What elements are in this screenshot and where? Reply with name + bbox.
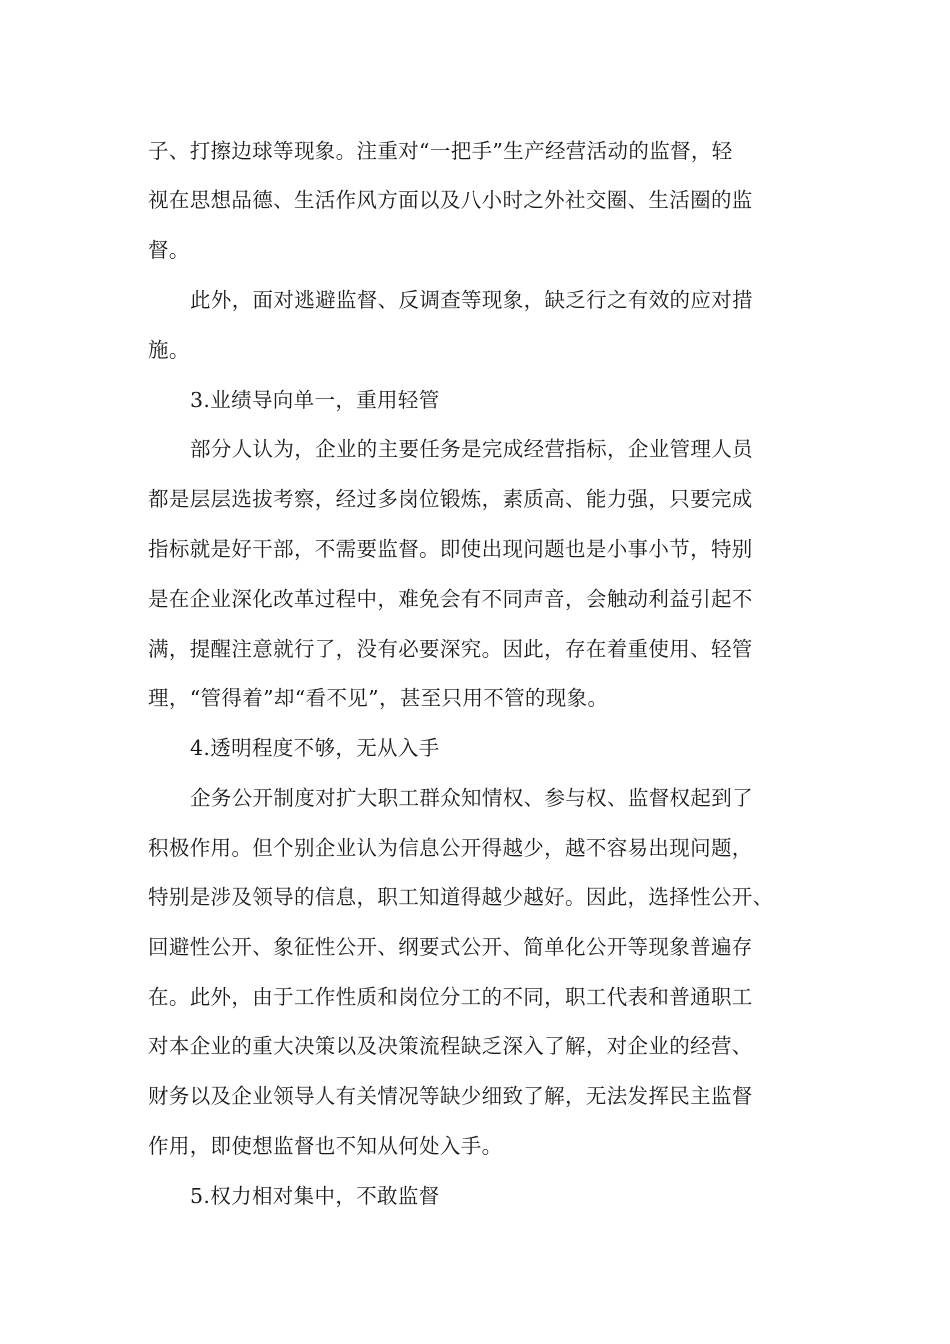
text-line: 特别是涉及领导的信息，职工知道得越少越好。因此，选择性公开、 <box>148 885 774 909</box>
text-line: 在。此外，由于工作性质和岗位分工的不同，职工代表和普通职工 <box>148 985 753 1009</box>
text-line: 是在企业深化改革过程中，难免会有不同声音，会触动利益引起不 <box>148 587 753 611</box>
text-line: 回避性公开、象征性公开、纲要式公开、简单化公开等现象普遍存 <box>148 935 753 959</box>
text-line: 财务以及企业领导人有关情况等缺少细致了解，无法发挥民主监督 <box>148 1084 753 1108</box>
section-heading-4: 4.透明程度不够，无从入手 <box>190 736 440 760</box>
text-line: 积极作用。但个别企业认为信息公开得越少，越不容易出现问题， <box>148 836 753 860</box>
text-line: 作用，即使想监督也不知从何处入手。 <box>148 1134 503 1158</box>
text-line: 子、打擦边球等现象。注重对“一把手”生产经营活动的监督，轻 <box>148 139 733 163</box>
section-heading-5: 5.权力相对集中，不敢监督 <box>190 1184 440 1208</box>
text-line: 理，“管得着”却“看不见”，甚至只用不管的现象。 <box>148 686 609 710</box>
text-line: 施。 <box>148 338 190 362</box>
text-line: 都是层层选拔考察，经过多岗位锻炼，素质高、能力强，只要完成 <box>148 487 753 511</box>
paragraph-start-line: 此外，面对逃避监督、反调查等现象，缺乏行之有效的应对措 <box>190 288 753 312</box>
paragraph-start-line: 部分人认为，企业的主要任务是完成经营指标，企业管理人员 <box>190 437 753 461</box>
text-line: 对本企业的重大决策以及决策流程缺乏深入了解，对企业的经营、 <box>148 1034 753 1058</box>
text-line: 指标就是好干部，不需要监督。即使出现问题也是小事小节，特别 <box>148 537 753 561</box>
section-heading-3: 3.业绩导向单一，重用轻管 <box>190 388 440 412</box>
text-line: 督。 <box>148 238 190 262</box>
paragraph-start-line: 企务公开制度对扩大职工群众知情权、参与权、监督权起到了 <box>190 786 753 810</box>
text-line: 满，提醒注意就行了，没有必要深究。因此，存在着重使用、轻管 <box>148 637 753 661</box>
text-line: 视在思想品德、生活作风方面以及八小时之外社交圈、生活圈的监 <box>148 188 753 212</box>
